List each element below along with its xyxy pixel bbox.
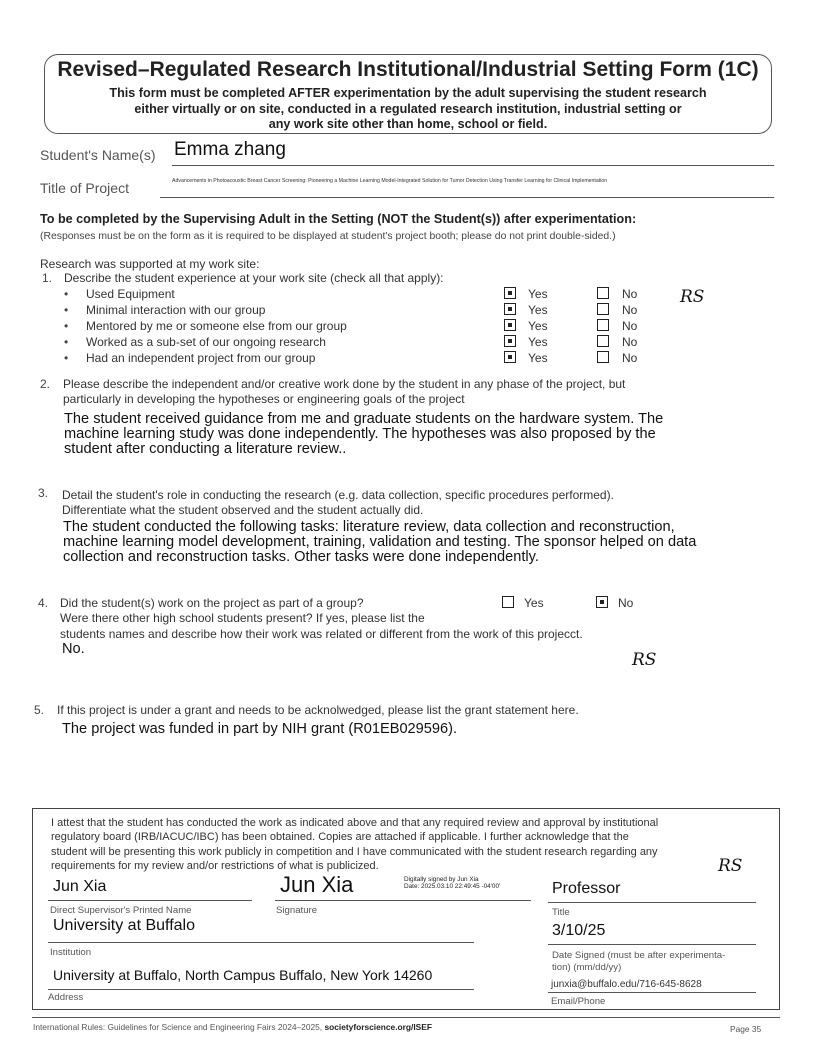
q1-item-no-checkbox[interactable] <box>597 335 609 347</box>
q3-line2: Differentiate what the student observed and the student actually did. <box>62 503 424 517</box>
q1-item-no-checkbox[interactable] <box>597 319 609 331</box>
project-title-label: Title of Project <box>40 180 129 196</box>
institution-label: Institution <box>50 947 92 958</box>
q4-line3: students names and describe how their work was related or different from the work of this projecct. <box>60 627 583 641</box>
attestation-text <box>51 816 763 874</box>
q1-item-bullet: • <box>64 287 69 301</box>
date-signed-value[interactable]: 3/10/25 <box>552 922 606 939</box>
q1-item-bullet: • <box>64 335 69 349</box>
date-signed-label-line1: Date Signed (must be after experimenta- <box>552 950 726 961</box>
email-phone-label: Email/Phone <box>551 996 606 1007</box>
supported-line: Research was supported at my work site: <box>40 257 260 271</box>
q2-answer[interactable] <box>64 412 764 457</box>
q3-number: 3. <box>38 486 49 500</box>
q4-no-label: No <box>618 596 634 610</box>
institution-value[interactable]: University at Buffalo <box>53 917 195 934</box>
project-title-value[interactable]: Advancements in Photoacoustic Breast Cancer Screening: Pioneering a Machine Learning Model-Integrated Solution for Tumor Detection Using Transfer Learning for Clinical Implementation <box>172 178 608 184</box>
q1-initials: RS <box>680 287 705 307</box>
footer-link[interactable]: societyforscience.org/ISEF <box>324 1022 432 1032</box>
supervisor-section-heading: To be completed by the Supervising Adult in the Setting (NOT the Student(s)) after experimentation: <box>40 212 637 226</box>
attestation-line4: requirements for my review and/or restrictions of what is publicized. <box>51 860 379 873</box>
address-underline <box>48 989 474 990</box>
q2-number: 2. <box>40 377 51 391</box>
student-name-label: Student's Name(s) <box>40 147 156 163</box>
q3-answer[interactable] <box>63 520 773 565</box>
address-label: Address <box>48 992 84 1003</box>
form-subtitle-line2: either virtually or on site, conducted in a regulated research institution, industrial setting or <box>134 101 682 116</box>
q1-item-no-label: No <box>622 335 638 349</box>
q1-item-yes-checkbox[interactable] <box>504 303 516 315</box>
digital-signature-stamp <box>404 876 500 890</box>
q3-answer-line2: machine learning model development, training, validation and testing. The sponsor helped on data <box>63 534 697 550</box>
form-subtitle <box>60 86 756 133</box>
q5-number: 5. <box>34 703 45 717</box>
footer-rule <box>32 1017 780 1018</box>
q1-item-yes-label: Yes <box>528 319 548 333</box>
q1-item-yes-label: Yes <box>528 351 548 365</box>
date-signed-label-line2: tion) (mm/dd/yy) <box>552 962 622 973</box>
q4-line1: Did the student(s) work on the project as part of a group? <box>60 596 364 610</box>
form-title: Revised–Regulated Research Institutional/Industrial Setting Form (1C) <box>57 58 759 81</box>
attestation-line1: I attest that the student has conducted the work as indicated above and that any required review and approval by institutional <box>51 817 659 829</box>
q1-item-label: Worked as a sub-set of our ongoing research <box>86 335 326 349</box>
q1-item-no-checkbox[interactable] <box>597 351 609 363</box>
q5-answer[interactable]: The project was funded in part by NIH grant (R01EB029596). <box>62 721 458 737</box>
digital-signature-line2: Date: 2025.03.10 22:49:45 -04'00' <box>404 883 501 890</box>
q2-answer-line3: student after conducting a literature review.. <box>64 441 347 457</box>
q1-item-no-label: No <box>622 287 638 301</box>
q4-number: 4. <box>38 596 49 610</box>
signature-value[interactable]: Jun Xia <box>280 872 354 897</box>
signature-underline <box>275 900 531 901</box>
q1-item-no-checkbox[interactable] <box>597 287 609 299</box>
q1-item-label: Minimal interaction with our group <box>86 303 266 317</box>
q4-answer[interactable]: No. <box>62 641 85 657</box>
q3-line1: Detail the student's role in conducting the research (e.g. data collection, specific procedures performed). <box>62 488 614 502</box>
q1-item-yes-checkbox[interactable] <box>504 287 516 299</box>
q2-answer-line2: machine learning study was done independently. The hypotheses was also proposed by the <box>64 426 656 442</box>
attestation-line3: student will be presenting this work publicly in competition and I have communicated with the student research regarding any <box>51 845 658 858</box>
q1-text: Describe the student experience at your work site (check all that apply): <box>64 271 444 285</box>
supervisor-section-note: (Responses must be on the form as it is required to be displayed at student's project booth; please do not print double-sided.) <box>40 231 616 242</box>
q2-line2: particularly in developing the hypotheses or engineering goals of the project <box>63 392 465 406</box>
supervisor-name-underline <box>48 900 252 901</box>
q1-item-no-label: No <box>622 351 638 365</box>
institution-underline <box>48 942 474 943</box>
q1-item-bullet: • <box>64 303 69 317</box>
project-title-underline <box>160 197 774 198</box>
q1-item-label: Had an independent project from our group <box>86 351 316 365</box>
q1-item-yes-label: Yes <box>528 287 548 301</box>
q1-item-label: Mentored by me or someone else from our group <box>86 319 347 333</box>
form-subtitle-line1: This form must be completed AFTER experimentation by the adult supervising the student research <box>109 86 707 100</box>
q1-item-label: Used Equipment <box>86 287 175 301</box>
q2-answer-line1: The student received guidance from me and graduate students on the hardware system. The <box>64 411 664 427</box>
form-subtitle-line3: any work site other than home, school or field. <box>268 117 548 131</box>
supervisor-name-value[interactable]: Jun Xia <box>53 878 107 895</box>
q5-text: If this project is under a grant and needs to be acknolwedged, please list the grant statement here. <box>57 703 579 717</box>
q1-item-no-checkbox[interactable] <box>597 303 609 315</box>
attestation-line2: regulatory board (IRB/IACUC/IBC) has been obtained. Copies are attached if applicable. I further acknowledge that the <box>51 831 629 844</box>
q3-answer-line1: The student conducted the following tasks: literature review, data collection and reconstruction, <box>63 519 675 535</box>
page-number: Page 35 <box>730 1024 762 1034</box>
email-phone-value[interactable]: junxia@buffalo.edu/716-645-8628 <box>551 979 702 990</box>
date-signed-underline <box>548 944 756 945</box>
q4-no-checkbox[interactable] <box>596 596 608 608</box>
q1-item-yes-label: Yes <box>528 335 548 349</box>
supervisor-name-label: Direct Supervisor's Printed Name <box>50 905 192 916</box>
q1-item-yes-label: Yes <box>528 303 548 317</box>
footer-guidelines-text: International Rules: Guidelines for Science and Engineering Fairs 2024–2025, <box>33 1022 325 1032</box>
signature-label: Signature <box>276 905 318 916</box>
student-name-value[interactable]: Emma zhang <box>174 139 286 160</box>
q1-number: 1. <box>42 271 53 285</box>
email-phone-underline <box>548 992 756 993</box>
q2-line1: Please describe the independent and/or creative work done by the student in any phase of the project, but <box>63 377 626 391</box>
q1-item-yes-checkbox[interactable] <box>504 351 516 363</box>
title-underline <box>548 902 756 903</box>
footer-guidelines <box>33 1022 432 1032</box>
q1-item-yes-checkbox[interactable] <box>504 319 516 331</box>
q1-item-no-label: No <box>622 319 638 333</box>
q1-item-bullet: • <box>64 351 69 365</box>
title-value[interactable]: Professor <box>552 880 621 897</box>
q1-item-bullet: • <box>64 319 69 333</box>
q1-item-yes-checkbox[interactable] <box>504 335 516 347</box>
digital-signature-line1: Digitally signed by Jun Xia <box>404 876 479 883</box>
q4-line2: Were there other high school students present? If yes, please list the <box>60 611 425 625</box>
attestation-initials: RS <box>718 856 743 876</box>
q4-initials: RS <box>632 650 657 670</box>
title-label: Title <box>552 907 570 918</box>
q3-answer-line3: collection and reconstruction tasks. Other tasks were done independently. <box>63 549 539 565</box>
q1-item-no-label: No <box>622 303 638 317</box>
q4-yes-checkbox[interactable] <box>502 596 514 608</box>
q4-yes-label: Yes <box>524 596 544 610</box>
address-value[interactable]: University at Buffalo, North Campus Buffalo, New York 14260 <box>53 967 433 983</box>
student-name-underline <box>172 165 774 166</box>
